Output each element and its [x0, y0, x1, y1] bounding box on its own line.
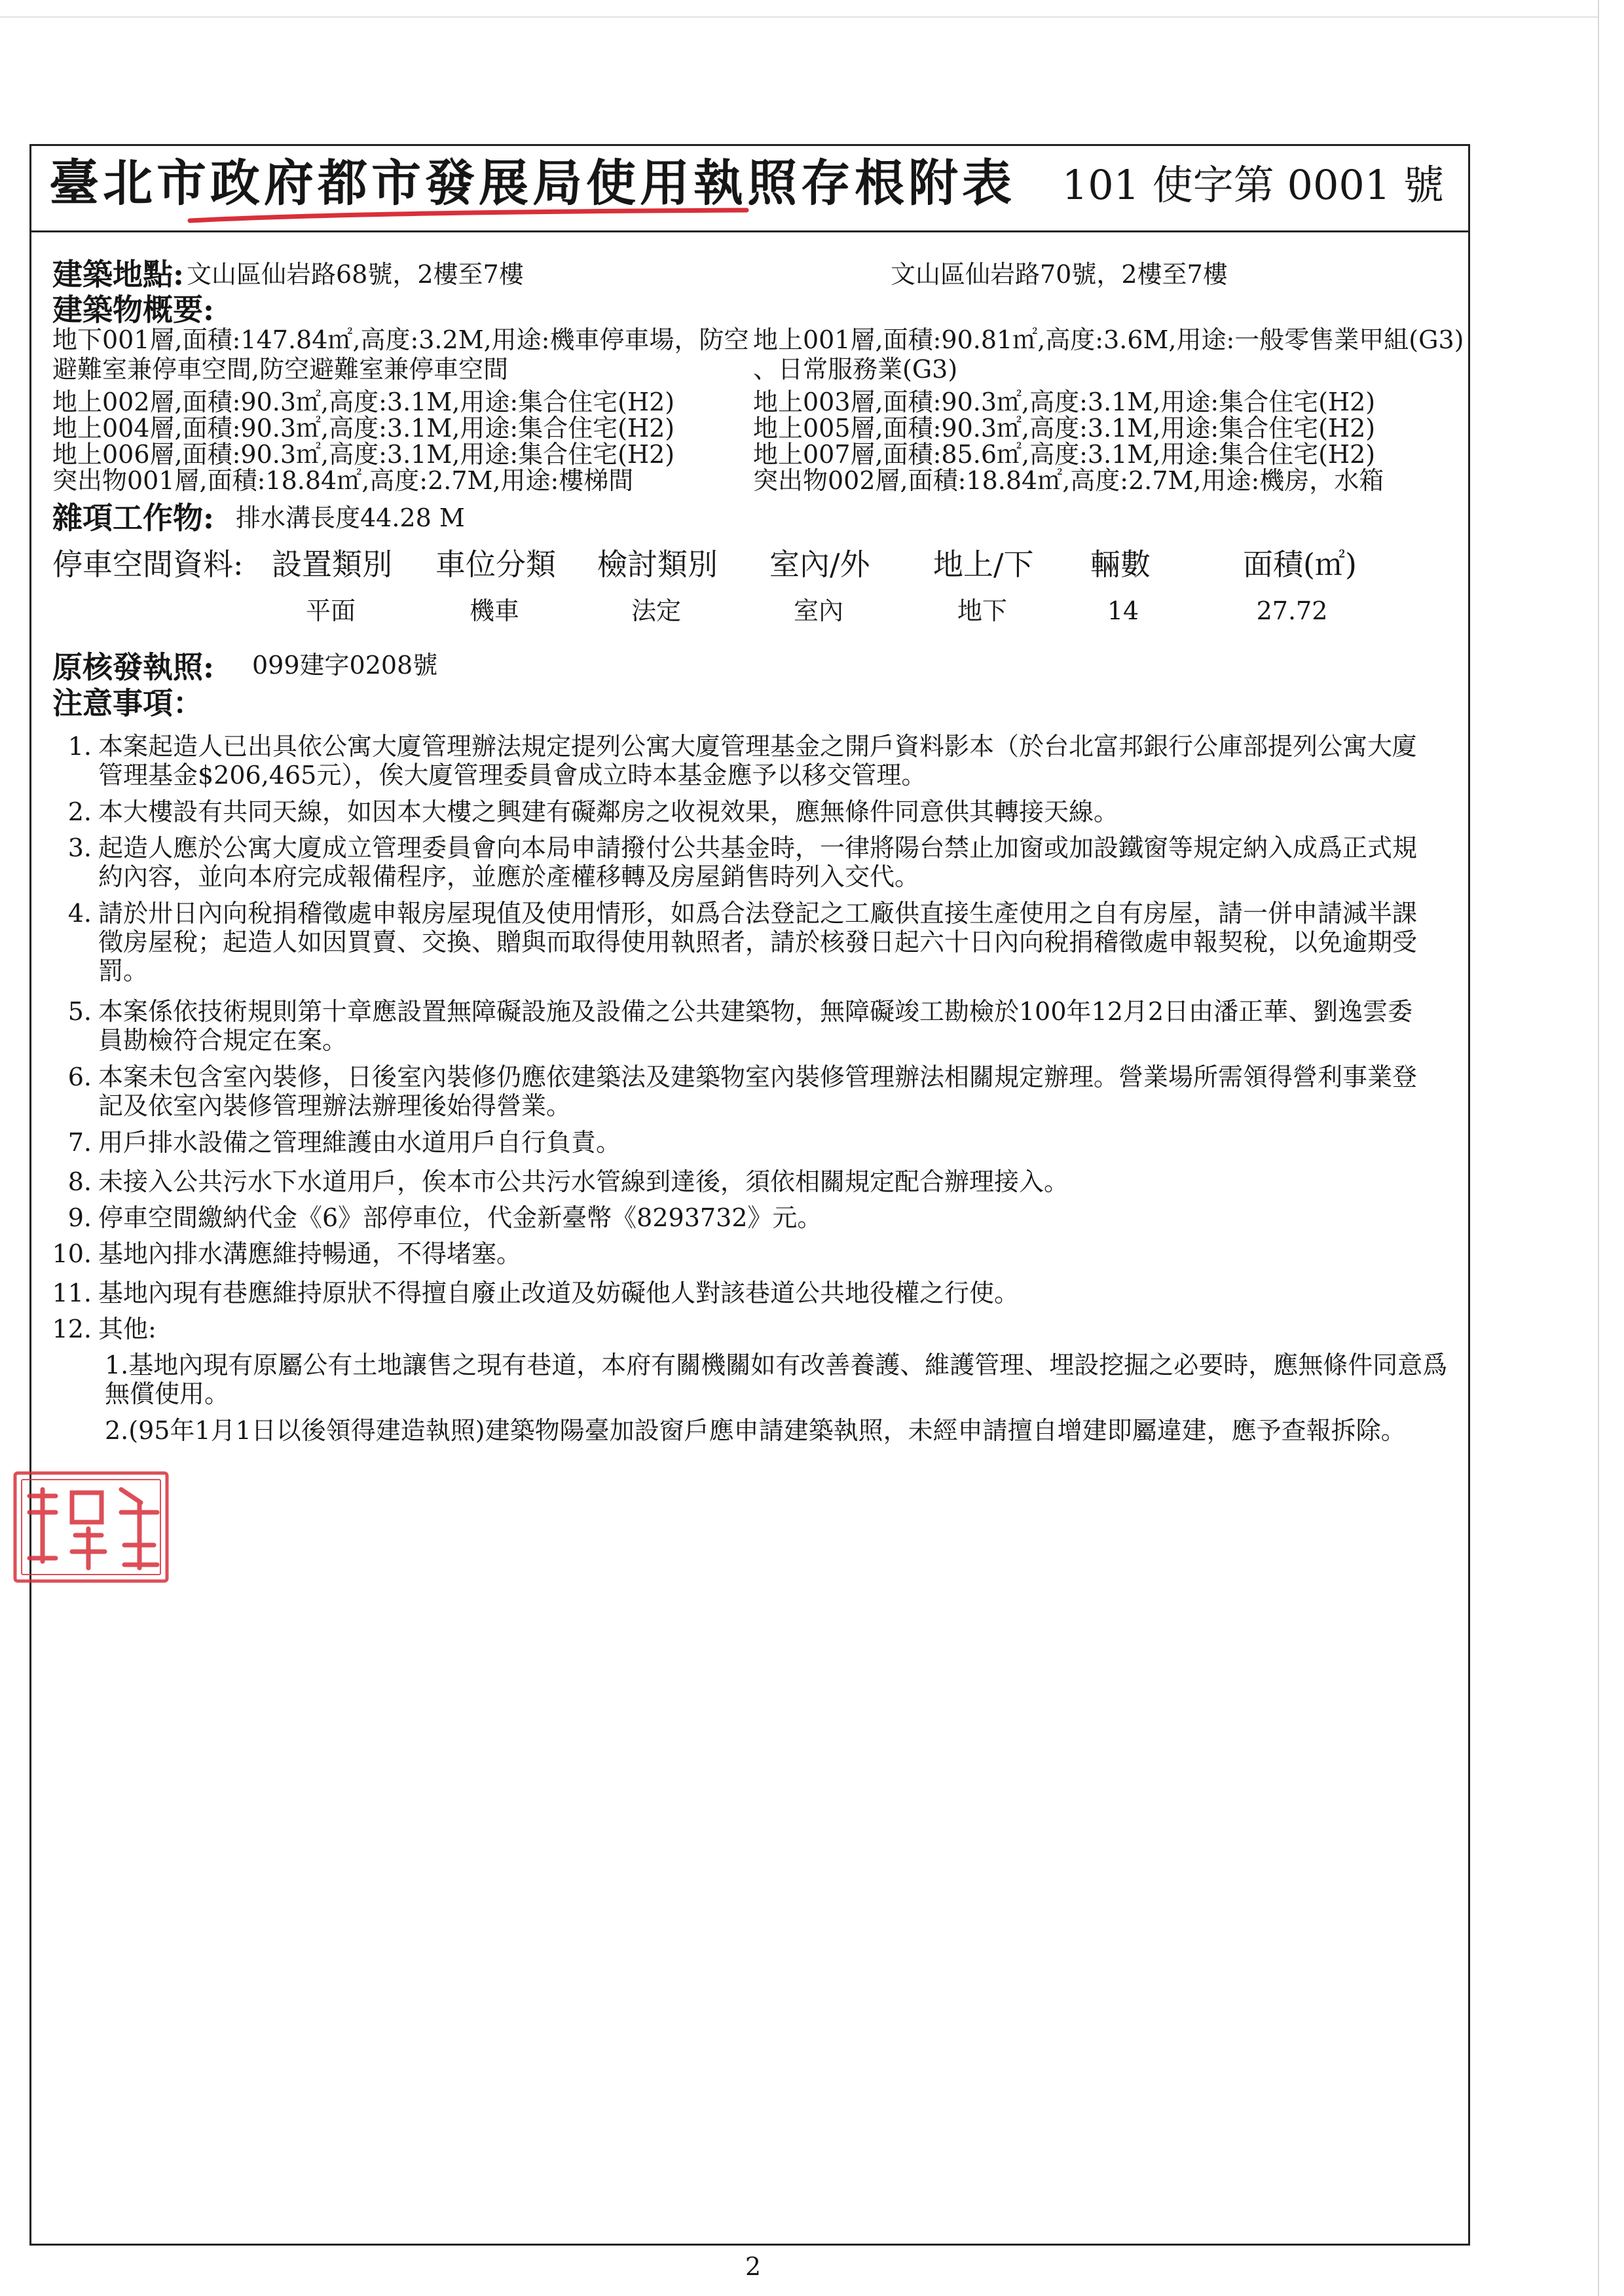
original-license-value: 099建字0208號: [252, 651, 438, 680]
overview-left-line: 地下001層,面積:147.84㎡,高度:3.2M,用途:機車停車場，防空: [52, 325, 749, 354]
overview-right-line: 突出物002層,面積:18.84㎡,高度:2.7M,用途:機房，水箱: [753, 466, 1384, 495]
parking-cell: 法定: [631, 596, 681, 625]
note-number: 9.: [67, 1203, 92, 1232]
page-number: 2: [745, 2252, 762, 2281]
note-text: 基地內排水溝應維持暢通，不得堵塞。: [98, 1239, 522, 1268]
overview-right-line: 地上001層,面積:90.81㎡,高度:3.6M,用途:一般零售業甲組(G3): [753, 325, 1464, 354]
note-number: 10.: [52, 1239, 92, 1268]
title-bar: [29, 144, 1470, 232]
parking-header: 輛數: [1090, 547, 1151, 582]
note-number: 4.: [67, 899, 92, 928]
note-number: 11.: [52, 1279, 92, 1307]
official-seal-icon: [10, 1467, 174, 1588]
parking-header: 檢討類別: [597, 547, 718, 582]
note-text: 本大樓設有共同天線，如因本大樓之興建有礙鄰房之收視效果，應無條件同意供其轉接天線。: [98, 797, 1119, 826]
note-text: 基地內現有巷應維持原狀不得擅自廢止改道及妨礙他人對該巷道公共地役權之行使。: [98, 1279, 1020, 1307]
misc-works-label: 雜項工作物:: [52, 500, 214, 536]
site-address-left: 文山區仙岩路68號，2樓至7樓: [187, 260, 524, 289]
parking-cell: 地下: [957, 596, 1007, 625]
note-number: 2.: [67, 797, 92, 826]
parking-label: 停車空間資料:: [52, 547, 244, 582]
note-text: 起造人應於公寓大廈成立管理委員會向本局申請撥付公共基金時，一律將陽台禁止加窗或加設鐵窗等規定納入成爲正式規約內容，並向本府完成報備程序，並應於產權移轉及房屋銷售時列入交代。: [98, 833, 1418, 891]
parking-cell: 14: [1107, 596, 1139, 625]
note-text: 其他:: [98, 1315, 157, 1343]
note-text: 未接入公共污水下水道用戶，俟本市公共污水管線到達後，須依相關規定配合辦理接入。: [98, 1167, 1069, 1196]
overview-right-line: 地上005層,面積:90.3㎡,高度:3.1M,用途:集合住宅(H2): [753, 414, 1376, 443]
note-text: 本案未包含室內裝修，日後室內裝修仍應依建築法及建築物室內裝修管理辦法相關規定辦理。營業場所需領得營利事業登記及依室內裝修管理辦法辦理後始得營業。: [98, 1063, 1418, 1120]
parking-header: 室內/外: [769, 547, 870, 582]
note-text: 本案係依技術規則第十章應設置無障礙設施及設備之公共建築物，無障礙竣工勘檢於100年12月2日由潘正華、劉逸雲委員勘檢符合規定在案。: [98, 997, 1413, 1055]
note-sub-item: 1.基地內現有原屬公有土地讓售之現有巷道，本府有關機關如有改善養護、維護管理、埋設挖掘之必要時，應無條件同意爲無償使用。: [105, 1351, 1448, 1408]
overview-right-line: 地上003層,面積:90.3㎡,高度:3.1M,用途:集合住宅(H2): [753, 388, 1376, 416]
original-license-label: 原核發執照:: [52, 649, 214, 685]
parking-header: 車位分類: [435, 547, 556, 582]
site-address-right: 文山區仙岩路70號，2樓至7樓: [891, 260, 1228, 289]
overview-right-line: 、日常服務業(G3): [753, 355, 958, 384]
document-title: 臺北市政府都市發展局使用執照存根附表: [49, 154, 1016, 212]
license-number: 101 使字第 0001 號: [1061, 161, 1444, 209]
overview-left-line: 地上002層,面積:90.3㎡,高度:3.1M,用途:集合住宅(H2): [52, 388, 675, 416]
note-number: 7.: [67, 1128, 92, 1157]
parking-cell: 機車: [469, 596, 519, 625]
parking-header: 面積(㎡): [1243, 547, 1357, 582]
parking-cell: 27.72: [1256, 596, 1328, 625]
overview-left-line: 避難室兼停車空間,防空避難室兼停車空間: [52, 355, 509, 384]
overview-left-line: 突出物001層,面積:18.84㎡,高度:2.7M,用途:樓梯間: [52, 466, 634, 495]
note-number: 8.: [67, 1167, 92, 1196]
overview-right-line: 地上007層,面積:85.6㎡,高度:3.1M,用途:集合住宅(H2): [753, 440, 1376, 469]
note-text: 本案起造人已出具依公寓大廈管理辦法規定提列公寓大廈管理基金之開戶資料影本（於台北富邦銀行公庫部提列公寓大廈管理基金$206,465元），俟大廈管理委員會成立時本基金應予以移交管理。: [98, 732, 1418, 790]
note-number: 12.: [52, 1315, 92, 1343]
parking-cell: 平面: [305, 596, 356, 625]
note-number: 6.: [67, 1063, 92, 1091]
parking-header: 設置類別: [272, 547, 392, 582]
parking-header: 地上/下: [933, 547, 1034, 582]
note-number: 1.: [67, 732, 92, 761]
site-label: 建築地點:: [52, 257, 184, 292]
misc-works-value: 排水溝長度44.28 M: [236, 503, 465, 532]
note-text: 用戶排水設備之管理維護由水道用戶自行負責。: [98, 1128, 621, 1157]
scan-right-edge: [1598, 0, 1599, 2296]
red-pen-underline: [187, 206, 750, 226]
note-number: 5.: [67, 997, 92, 1026]
note-text: 停車空間繳納代金《6》部停車位，代金新臺幣《8293732》元。: [98, 1203, 822, 1232]
overview-left-line: 地上004層,面積:90.3㎡,高度:3.1M,用途:集合住宅(H2): [52, 414, 675, 443]
note-sub-item: 2.(95年1月1日以後領得建造執照)建築物陽臺加設窗戶應申請建築執照，未經申請擅自增建即屬違建，應予查報拆除。: [105, 1416, 1406, 1445]
scan-top-edge: [0, 16, 1598, 18]
note-text: 請於卅日內向稅捐稽徵處申報房屋現值及使用情形，如爲合法登記之工廠供直接生產使用之自有房屋，請一併申請減半課徵房屋稅；起造人如因買賣、交換、贈與而取得使用執照者，請於核發日起六十日內向稅捐稽徵處申報契稅，以免逾期受罰。: [98, 899, 1418, 985]
note-number: 3.: [67, 833, 92, 862]
parking-cell: 室內: [793, 596, 843, 625]
notes-label: 注意事項：: [52, 685, 203, 721]
overview-left-line: 地上006層,面積:90.3㎡,高度:3.1M,用途:集合住宅(H2): [52, 440, 675, 469]
overview-label: 建築物概要:: [52, 292, 214, 327]
